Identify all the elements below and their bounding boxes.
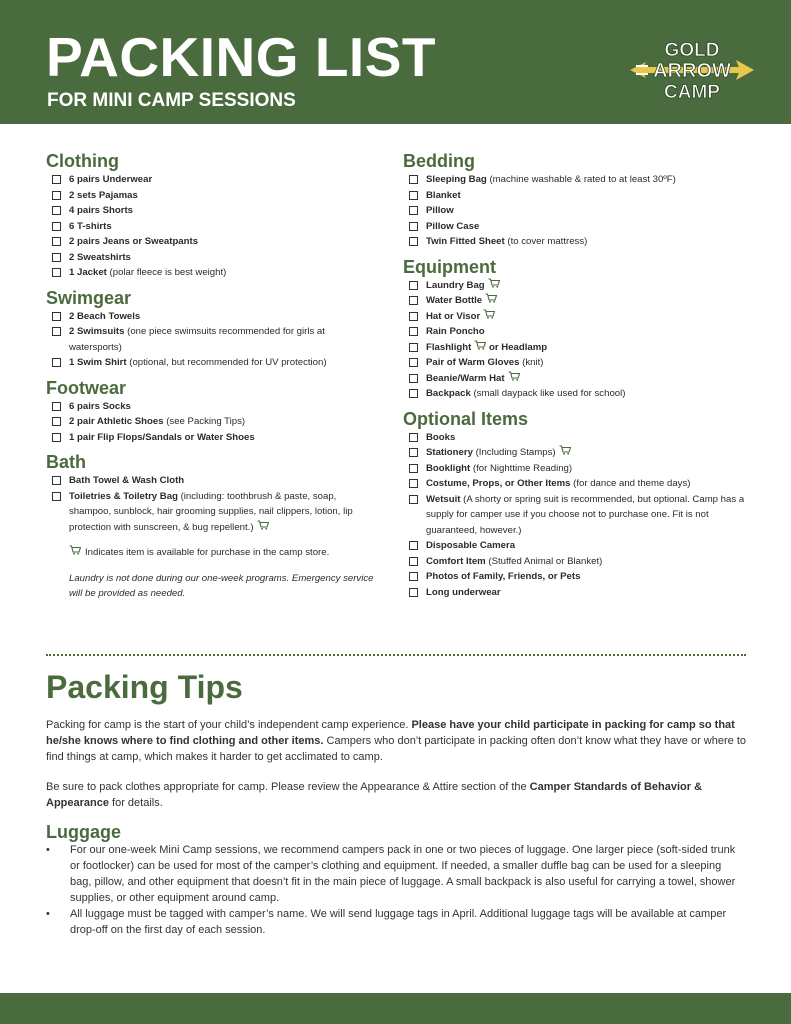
checklist-item [46, 355, 376, 371]
item-name: Stationery [426, 447, 473, 458]
shopping-cart-icon [474, 340, 486, 350]
checkbox[interactable] [409, 541, 418, 550]
shopping-cart-icon [559, 445, 571, 455]
item-detail: (Including Stamps) [472, 447, 556, 458]
logo-word-gold: GOLD [664, 40, 720, 61]
item-name: Comfort Item [426, 555, 486, 567]
checkbox[interactable] [409, 206, 418, 215]
section-title-swimgear: Swimgear [46, 287, 132, 308]
checkbox[interactable] [52, 402, 61, 411]
item-name: Pair of Warm Gloves [426, 357, 520, 368]
item-name: Costume, Props, or Other Items [426, 478, 571, 489]
item-name: Hat or Visor [426, 310, 481, 322]
left-column [46, 150, 376, 602]
checklist-item [46, 172, 376, 188]
section-title-optional-items: Optional Items [403, 408, 529, 429]
checklist-item [403, 219, 753, 235]
checkbox[interactable] [409, 588, 418, 597]
checklist-item [46, 219, 376, 235]
checklist [46, 473, 376, 535]
checklist-item [403, 188, 753, 204]
checkbox[interactable] [52, 222, 61, 231]
checkbox[interactable] [409, 327, 418, 336]
item-name: Books [426, 431, 456, 443]
item-detail: (small daypack like used for school) [470, 388, 626, 399]
luggage-bullet: • All luggage must be tagged with camper’s name. We will send luggage tags in April. Additional luggage tags will be available at camper drop-off on the first day of each session. [46, 906, 736, 938]
item-detail: (one piece swimsuits recommended for girls at watersports) [69, 326, 325, 353]
checkbox[interactable] [52, 417, 61, 426]
item-detail: (Stuffed Animal or Blanket) [485, 555, 603, 567]
item-name: Sleeping Bag [426, 174, 487, 185]
checklist-item [403, 172, 753, 188]
luggage-bullet: • For our one-week Mini Camp sessions, we recommend campers pack in one or two pieces of luggage. One larger piece (soft-sided trunk or footlocker) can be used for most of the camper’s clothing and equipment. If needed, a smaller duffle bag can be used for a sleeping bag, pillow, and other equipment that doesn’t fit in the main piece of luggage. A small backpack is also useful for carrying a towel, shower supplies, or other equipment around camp. [46, 842, 736, 906]
checklist-item [403, 492, 753, 539]
checklist-item [403, 324, 753, 340]
section-title-bedding: Bedding [403, 151, 475, 171]
item-name: 2 sets Pajamas [69, 189, 138, 201]
page-title: PACKING LIST [46, 26, 436, 88]
item-name: Photos of Family, Friends, or Pets [426, 571, 581, 582]
checkbox[interactable] [52, 253, 61, 262]
tips-p1-text-end: Campers who don’t participate in packing often don’t know what they have or where to find things at camp, which makes it harder to get acclimated to camp. [46, 735, 747, 763]
shopping-cart-icon [69, 545, 81, 555]
checklist-item [46, 188, 376, 204]
item-name: Backpack [426, 388, 471, 399]
checklist [403, 172, 753, 250]
checklist [46, 399, 376, 446]
cart-legend [46, 545, 376, 561]
checklist-item [403, 355, 753, 371]
item-name: Pillow [426, 205, 454, 216]
checklist-item [46, 430, 376, 446]
checklist-item [403, 569, 753, 585]
checklist-item [403, 386, 753, 402]
checklist-item [46, 489, 376, 536]
item-name: 1 Swim Shirt [69, 357, 127, 368]
dotted-divider [46, 654, 746, 656]
item-name: Toiletries & Toiletry Bag [69, 490, 178, 502]
shopping-cart-icon [488, 278, 500, 288]
checklist-item [403, 309, 753, 325]
section-title-footwear: Footwear [46, 377, 127, 398]
checkbox[interactable] [409, 374, 418, 383]
page-subtitle: FOR MINI CAMP SESSIONS [47, 90, 296, 111]
item-name-alt: or Headlamp [486, 341, 548, 353]
item-name: 6 T-shirts [69, 220, 112, 232]
item-name: 6 pairs Socks [69, 400, 131, 412]
shopping-cart-icon [483, 309, 495, 319]
item-name: Booklight [426, 462, 471, 474]
checkbox[interactable] [52, 327, 61, 336]
luggage-title: Luggage [46, 822, 121, 842]
tips-p1-text: Packing for camp is the start of your child’s independent camp experience. [46, 719, 412, 731]
checkbox[interactable] [409, 433, 418, 442]
checkbox[interactable] [409, 296, 418, 305]
checklist-item [403, 538, 753, 554]
checkbox[interactable] [409, 237, 418, 246]
checklist-item [403, 430, 753, 446]
camper-standards-reference: Camper Standards of Behavior & Appearance [46, 781, 703, 809]
checklist-item [403, 461, 753, 477]
shopping-cart-icon [257, 520, 269, 530]
luggage-list [46, 842, 736, 938]
checkbox[interactable] [409, 312, 418, 321]
checkbox[interactable] [52, 433, 61, 442]
checklist-item [46, 414, 376, 430]
checkbox[interactable] [409, 343, 418, 352]
checkbox[interactable] [52, 191, 61, 200]
checkbox[interactable] [409, 495, 418, 504]
item-name: 4 pairs Shorts [69, 205, 133, 216]
item-name: Long underwear [426, 586, 501, 598]
logo-word-arrow: ARROW [653, 60, 731, 82]
packing-tips-title: Packing Tips [46, 669, 243, 705]
item-name: 2 Swimsuits [69, 326, 125, 337]
checkbox[interactable] [409, 479, 418, 488]
section-title-bath: Bath [46, 452, 86, 472]
checklist [46, 309, 376, 371]
item-name: Rain Poncho [426, 326, 485, 337]
item-detail: (for dance and theme days) [570, 478, 691, 489]
checkbox[interactable] [52, 237, 61, 246]
tips-paragraph-1 [46, 717, 746, 765]
shopping-cart-icon [508, 371, 520, 381]
right-column [403, 150, 753, 606]
item-name: Wetsuit [426, 493, 461, 505]
checklist [403, 278, 753, 402]
section-title-equipment: Equipment [403, 256, 496, 277]
item-name: Disposable Camera [426, 540, 516, 551]
checklist-item [46, 399, 376, 415]
checklist-item [46, 309, 376, 325]
checklist-item [403, 293, 753, 309]
item-name: 6 pairs Underwear [69, 174, 153, 185]
item-name: Flashlight [426, 341, 472, 353]
item-name: Blanket [426, 189, 461, 201]
checklist [46, 172, 376, 281]
item-detail: (optional, but recommended for UV protection) [126, 357, 327, 368]
item-name: 1 Jacket [69, 267, 107, 278]
checklist-item [403, 371, 753, 387]
cart-legend-text: Indicates item is available for purchase in the camp store. [85, 547, 330, 558]
checklist [403, 430, 753, 601]
item-name: Pillow Case [426, 220, 480, 232]
footer-bar [0, 993, 791, 1024]
checklist-item [46, 234, 376, 250]
laundry-note: Laundry is not done during our one-week programs. Emergency service will be provided as needed. [69, 572, 374, 599]
item-name: Beanie/Warm Hat [426, 372, 505, 384]
checklist-item [403, 445, 753, 461]
item-name: Laundry Bag [426, 279, 485, 291]
checkbox[interactable] [52, 358, 61, 367]
checkbox[interactable] [52, 175, 61, 184]
checkbox[interactable] [409, 389, 418, 398]
checklist-item [403, 203, 753, 219]
item-name: 2 Beach Towels [69, 310, 141, 322]
checklist-item [403, 585, 753, 601]
checkbox[interactable] [409, 175, 418, 184]
checkbox[interactable] [409, 281, 418, 290]
checkbox[interactable] [409, 222, 418, 231]
header-banner [0, 0, 791, 124]
checkbox[interactable] [409, 464, 418, 473]
checklist-item [46, 324, 376, 355]
item-detail: (A shorty or spring suit is recommended, but optional. Camp has a supply for camper use if you choose not to purchase one. Fit is not guaranteed, however.) [426, 493, 745, 536]
checklist-item [46, 250, 376, 266]
item-name: 2 pair Athletic Shoes [69, 416, 164, 427]
checkbox[interactable] [409, 191, 418, 200]
checklist-item [46, 203, 376, 219]
item-detail: (polar fleece is best weight) [106, 267, 227, 278]
checklist-item [403, 278, 753, 294]
checkbox[interactable] [409, 448, 418, 457]
checklist-item [403, 476, 753, 492]
checklist-item [403, 340, 753, 356]
item-name: Water Bottle [426, 295, 483, 306]
item-detail: (see Packing Tips) [163, 416, 246, 427]
gold-arrow-camp-logo [628, 32, 756, 110]
checkbox[interactable] [409, 572, 418, 581]
checklist-item [46, 473, 376, 489]
checklist-item [403, 554, 753, 570]
item-name: 2 Sweatshirts [69, 251, 131, 263]
tips-p1-bold: Please have your child participate in packing for camp so that he/she knows where to find clothing and other items. [46, 719, 735, 747]
tips-paragraph-2 [46, 779, 746, 811]
checkbox[interactable] [52, 492, 61, 501]
tips-p2-text-end: for details. [108, 797, 163, 809]
checkbox[interactable] [52, 476, 61, 485]
item-detail: (including: toothbrush & paste, soap, shampoo, sunblock, hair grooming supplies, nail clippers, lotion, lip protection with sunscreen, & bug repellent.) [69, 490, 353, 533]
item-detail: (machine washable & rated to at least 30ºF) [486, 174, 676, 185]
checkbox[interactable] [409, 557, 418, 566]
item-name: 1 pair Flip Flops/Sandals or Water Shoes [69, 431, 255, 443]
item-name: Bath Towel & Wash Cloth [69, 475, 185, 486]
checklist-item [403, 234, 753, 250]
checkbox[interactable] [52, 312, 61, 321]
item-detail: (knit) [519, 357, 544, 368]
tips-p2-text: Be sure to pack clothes appropriate for camp. Please review the Appearance & Attire section of the [46, 781, 530, 793]
item-detail: (to cover mattress) [504, 236, 588, 247]
section-title-clothing: Clothing [46, 151, 119, 171]
checkbox[interactable] [52, 206, 61, 215]
checklist-item [46, 265, 376, 281]
item-detail: (for Nighttime Reading) [470, 462, 573, 474]
shopping-cart-icon [485, 293, 497, 303]
checkbox[interactable] [52, 268, 61, 277]
item-name: 2 pairs Jeans or Sweatpants [69, 236, 199, 247]
logo-word-camp: CAMP [664, 82, 720, 103]
checkbox[interactable] [409, 358, 418, 367]
item-name: Twin Fitted Sheet [426, 236, 505, 247]
